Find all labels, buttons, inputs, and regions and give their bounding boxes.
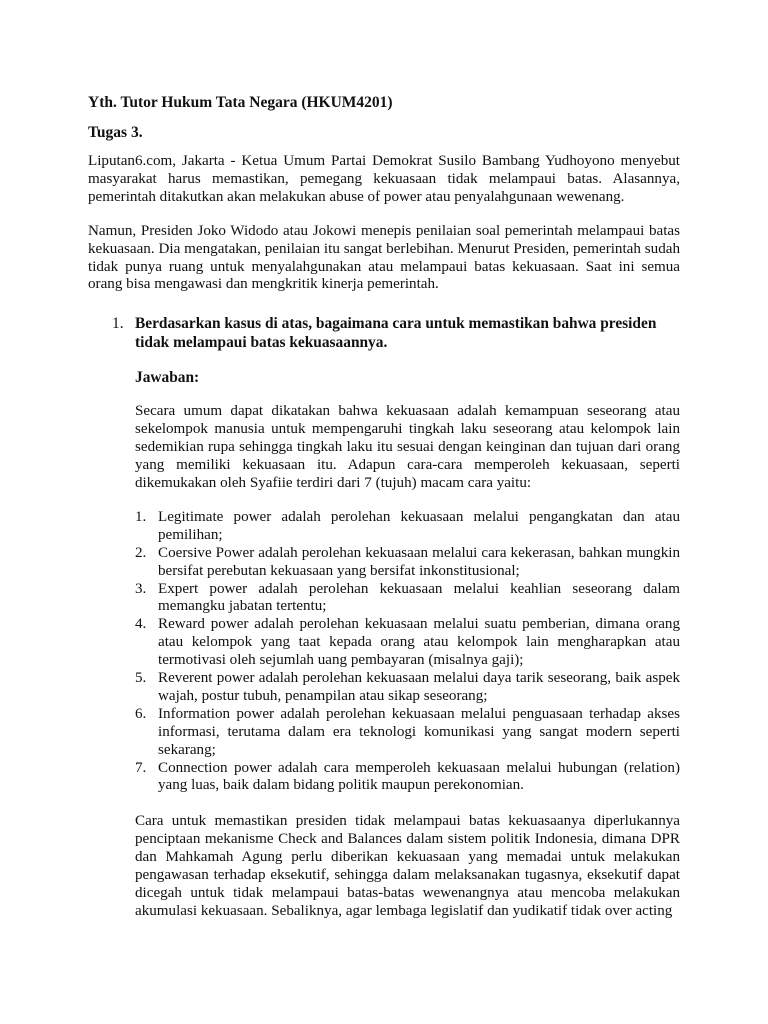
list-item: 4. Reward power adalah perolehan kekuasaan melalui suatu pemberian, dimana orang atau kelompok yang taat kepada orang atau kelompok lain mengharapkan atau termotivasi oleh sejumlah uang pembayaran (misalnya gaji); [135, 616, 680, 669]
list-item: 3. Expert power adalah perolehan kekuasaan melalui keahlian seseorang dalam memangku jabatan tertentu; [135, 580, 680, 615]
list-item: 7. Connection power adalah cara memperoleh kekuasaan melalui hubungan (relation) yang luas, baik dalam bidang politik maupun perekonomian. [135, 759, 680, 794]
intro-paragraph-1: Liputan6.com, Jakarta - Ketua Umum Partai Demokrat Susilo Bambang Yudhoyono menyebut masyarakat harus memastikan, pemegang kekuasaan tidak melampaui batas. Alasannya, pemerintah ditakutkan akan melakukan abuse of power atau penyalahgunaan wewenang. [88, 153, 680, 205]
list-item: 5. Reverent power adalah perolehan kekuasaan melalui daya tarik seseorang, baik aspek wajah, postur tubuh, penampilan atau sikap seseorang; [135, 670, 680, 704]
assignment-title: Tugas 3. [88, 124, 143, 141]
answer-section [135, 368, 680, 920]
power-methods-list [135, 509, 680, 796]
list-item: 1. Legitimate power adalah perolehan kekuasaan melalui pengangkatan dan atau pemilihan; [135, 508, 680, 543]
list-item: 2. Coersive Power adalah perolehan kekuasaan melalui cara kekerasan, bahkan mungkin bersifat perebutan kekuasaan yang bersifat inkonstitusional; [135, 544, 680, 579]
question-number: 1. [112, 315, 124, 333]
answer-conclusion: Cara untuk memastikan presiden tidak melampaui batas kekuasaanya diperlukannya penciptaan mekanisme Check and Balances dalam sistem politik Indonesia, dimana DPR dan Mahkamah Agung perlu diberikan kekuasaan yang memadai untuk melakukan pengawasan terhadap eksekutif, sehingga dalam melaksanakan tugasnya, eksekutif dapat dicegah untuk tidak melampaui batas-batas wewenangnya atau mencoba melakukan akumulasi kekuasaan. Sebaliknya, agar lembaga legislatif dan yudikatif tidak over acting [135, 813, 680, 919]
intro-paragraph-2: Namun, Presiden Joko Widodo atau Jokowi menepis penilaian soal pemerintah melampaui batas kekuasaan. Dia mengatakan, penilaian itu sangat berlebihan. Menurut Presiden, pemerintah sudah tidak punya ruang untuk menyalahgunakan atau melampaui batas kekuasaan. Saat ini semua orang bisa mengawasi dan mengkritik kinerja pemerintah. [88, 222, 680, 293]
answer-label: Jawaban: [135, 369, 200, 387]
question-1 [112, 314, 680, 352]
answer-intro: Secara umum dapat dikatakan bahwa kekuasaan adalah kemampuan seseorang atau sekelompok manusia untuk mempengaruhi tingkah laku seseorang atau kelompok lain sedemikian rupa sehingga tingkah laku itu sesuai dengan keinginan dan tujuan dari orang yang memiliki kekuasaan itu. Adapun cara-cara memperoleh kekuasaan, seperti dikemukakan oleh Syafiie terdiri dari 7 (tujuh) macam cara yaitu: [135, 403, 680, 491]
addressee-heading: Yth. Tutor Hukum Tata Negara (HKUM4201) [88, 94, 393, 111]
question-text: Berdasarkan kasus di atas, bagaimana cara untuk memastikan bahwa presiden tidak melampaui batas kekuasaannya. [135, 315, 657, 352]
list-item: 6. Information power adalah perolehan kekuasaan melalui penguasaan terhadap akses informasi, terutama dalam era teknologi komunikasi yang sangat modern seperti sekarang; [135, 705, 680, 758]
